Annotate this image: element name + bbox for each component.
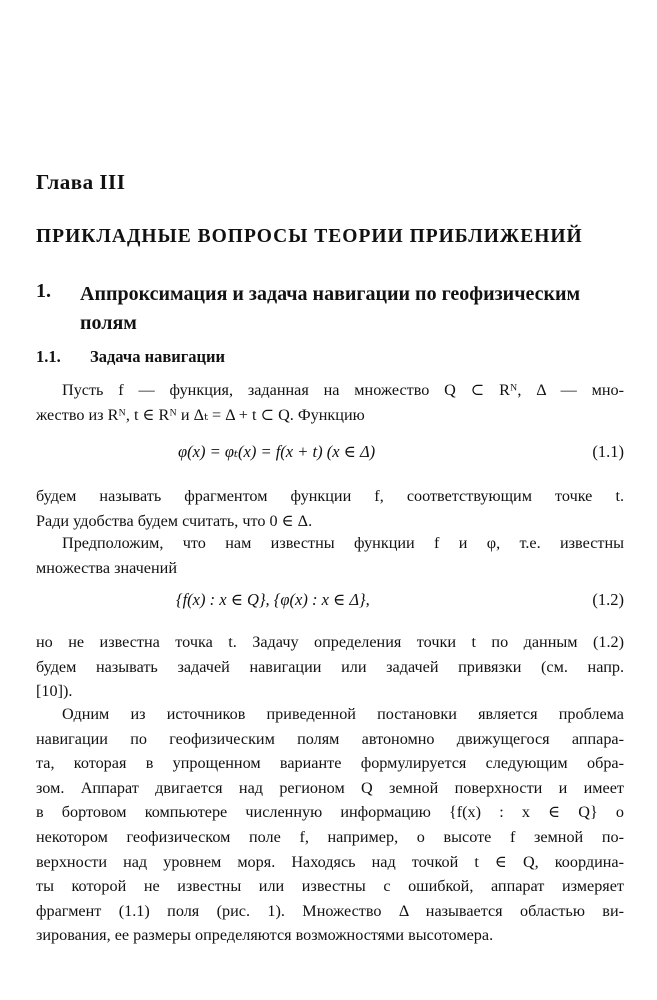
equation-number: (1.1) <box>592 442 624 461</box>
text-line: но не известна точка t. Задачу определения точки t по данным (1.2) <box>36 633 624 651</box>
paragraph-assumption <box>36 531 624 580</box>
text-line: зом. Аппарат двигается над регионом Q земной поверхности и имеет <box>36 778 624 797</box>
text-line: Пусть f — функция, заданная на множество Q ⊂ Rᴺ, Δ — мно- <box>62 381 624 399</box>
equation-expression: φ(x) = φₜ(x) = f(x + t) (x ∈ Δ) <box>178 442 376 461</box>
paragraph-geophysical <box>36 702 624 948</box>
subsection-number: 1.1. <box>36 347 61 366</box>
section-number: 1. <box>36 280 51 302</box>
text-line: множества значений <box>36 558 177 577</box>
paragraph-navigation-task <box>36 630 624 704</box>
text-line: Одним из источников приведенной постановки является проблема <box>62 705 624 723</box>
text-line: Предположим, что нам известны функции f и φ, т.е. известны <box>62 534 624 552</box>
text-line: ты которой не известны или известны с ошибкой, аппарат измеряет <box>36 877 624 896</box>
equation-number: (1.2) <box>592 590 624 609</box>
text-line: в бортовом компьютере численную информацию {f(x) : x ∈ Q} о <box>36 803 624 822</box>
part-title: ПРИКЛАДНЫЕ ВОПРОСЫ ТЕОРИИ ПРИБЛИЖЕНИЙ <box>36 226 583 247</box>
text-line: верхности над уровнем моря. Находясь над точкой t ∈ Q, координа- <box>36 852 624 871</box>
equation-1-1 <box>36 442 624 468</box>
paragraph-fragment <box>36 484 624 533</box>
text-line: некотором геофизическом поле f, например, о высоте f земной по- <box>36 827 624 846</box>
text-line: фрагмент (1.1) поля (рис. 1). Множество Δ называется областью ви- <box>36 901 624 920</box>
subsection-title: Задача навигации <box>90 347 226 366</box>
text-line: будем называть фрагментом функции f, соответствующим точке t. <box>36 487 624 505</box>
text-line: будем называть задачей навигации или задачей привязки (см. напр. <box>36 657 624 676</box>
text-line: жество из Rᴺ, t ∈ Rᴺ и Δₜ = Δ + t ⊂ Q. Функцию <box>36 405 365 424</box>
chapter-heading: Глава III <box>36 170 126 194</box>
text-line: зирования, ее размеры определяются возможностями высотомера. <box>36 926 494 945</box>
equation-1-2 <box>36 590 624 616</box>
equation-expression: {f(x) : x ∈ Q}, {φ(x) : x ∈ Δ}, <box>176 590 370 609</box>
text-line: навигации по геофизическим полям автономно движущегося аппара- <box>36 729 624 748</box>
paragraph-definition <box>36 378 624 427</box>
text-line: [10]). <box>36 682 73 701</box>
section-title: Аппроксимация и задача навигации по геофизическим полям <box>80 283 581 334</box>
text-line: Ради удобства будем считать, что 0 ∈ Δ. <box>36 511 313 530</box>
text-line: та, которая в упрощенном варианте формулируется следующим обра- <box>36 754 624 773</box>
